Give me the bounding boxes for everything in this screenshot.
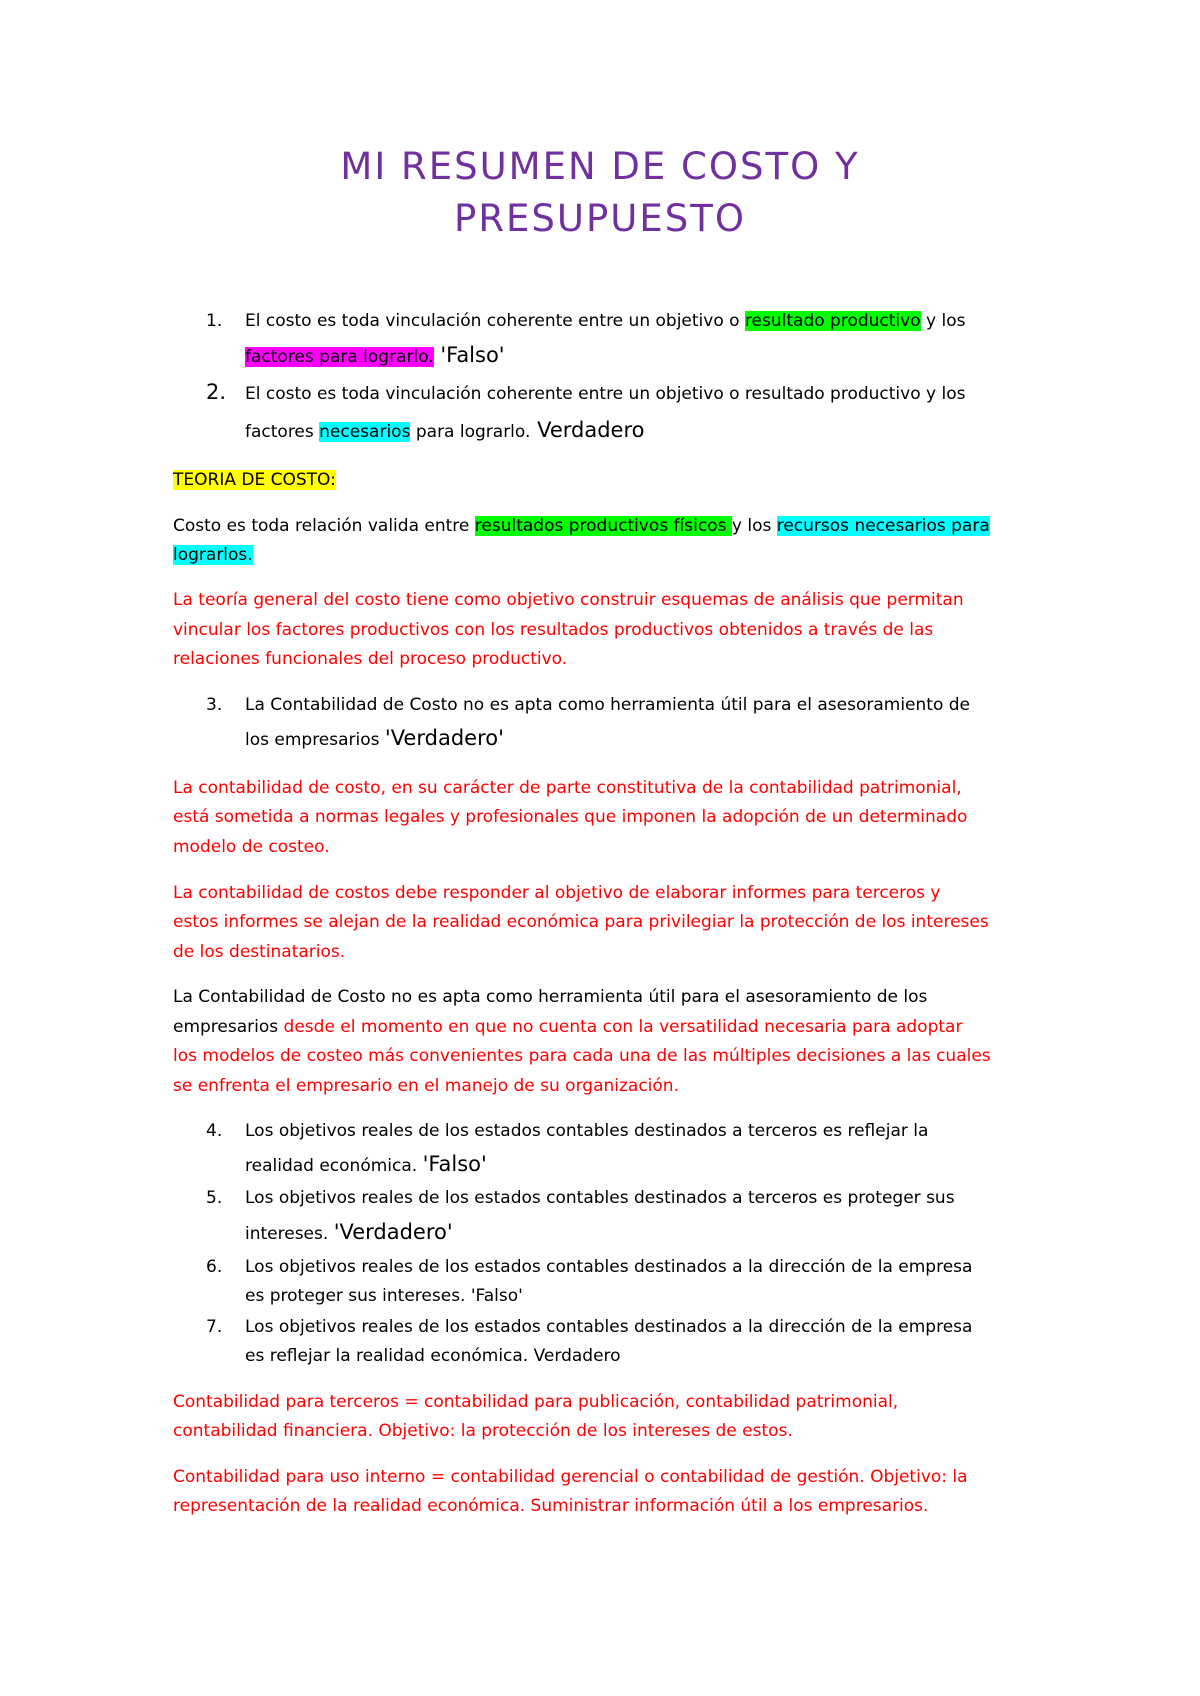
teoria-line2: lograrlos. — [173, 545, 253, 565]
q5-answer: 'Verdadero' — [333, 1220, 453, 1244]
para5-line: contabilidad financiera. Objetivo: la protección de los intereses de estos. — [173, 1421, 793, 1441]
q4-line1: Los objetivos reales de los estados contables destinados a terceros es reflejar la — [245, 1121, 929, 1141]
para6-line: Contabilidad para uso interno = contabilidad gerencial o contabilidad de gestión. Objetivo: la — [173, 1467, 968, 1487]
document-title-line2: PRESUPUESTO — [454, 197, 746, 240]
q1-highlight-magenta: factores para lograrlo. — [245, 347, 434, 367]
q6-line1: Los objetivos reales de los estados contables destinados a la dirección de la empresa — [245, 1257, 973, 1277]
q7-number: 7. — [206, 1317, 223, 1337]
para2-line: La contabilidad de costo, en su carácter de parte constitutiva de la contabilidad patrimonial, — [173, 778, 962, 798]
document-title-line1: MI RESUMEN DE COSTO Y — [340, 145, 860, 188]
para1-line: La teoría general del costo tiene como objetivo construir esquemas de análisis que permitan — [173, 590, 964, 610]
para1-line: vincular los factores productivos con los resultados productivos obtenidos a través de las — [173, 620, 934, 640]
q1-highlight-green: resultado productivo — [744, 311, 921, 331]
q2-text-post: para lograrlo. — [410, 422, 531, 442]
q7-line1: Los objetivos reales de los estados contables destinados a la dirección de la empresa — [245, 1317, 973, 1337]
q6-number: 6. — [206, 1257, 223, 1277]
para4-line1: La Contabilidad de Costo no es apta como herramienta útil para el asesoramiento de los — [173, 987, 928, 1007]
q7-line2: es reflejar la realidad económica. Verdadero — [245, 1346, 621, 1366]
para2-line: modelo de costeo. — [173, 837, 330, 857]
q3-line2: los empresarios 'Verdadero' — [245, 726, 504, 750]
para3-line: estos informes se alejan de la realidad económica para privilegiar la protección de los intereses — [173, 912, 989, 932]
q5-number: 5. — [206, 1188, 223, 1208]
q2-line2 — [245, 418, 645, 444]
q3-line1: La Contabilidad de Costo no es apta como herramienta útil para el asesoramiento de — [245, 695, 971, 715]
para4-line2: empresarios desde el momento en que no cuenta con la versatilidad necesaria para adoptar — [173, 1017, 963, 1037]
para3-line: de los destinatarios. — [173, 942, 346, 962]
para2-line: está sometida a normas legales y profesionales que imponen la adopción de un determinado — [173, 807, 968, 827]
q1-answer: 'Falso' — [433, 343, 505, 367]
q2-answer: Verdadero — [530, 418, 645, 442]
teoria-highlight-green: resultados productivos físicos — [474, 516, 732, 536]
q4-number: 4. — [206, 1121, 223, 1141]
teoria-heading: TEORIA DE COSTO: — [173, 470, 336, 490]
q2-highlight-cyan: necesarios — [319, 422, 411, 442]
para3-line: La contabilidad de costos debe responder al objetivo de elaborar informes para terceros y — [173, 883, 941, 903]
q4-line2: realidad económica. 'Falso' — [245, 1152, 487, 1176]
q6-line2: es proteger sus intereses. 'Falso' — [245, 1286, 523, 1306]
q4-answer: 'Falso' — [422, 1152, 487, 1176]
q1-line1 — [245, 309, 965, 333]
para4-line3: los modelos de costeo más convenientes para cada una de las múltiples decisiones a las cuales — [173, 1046, 991, 1066]
q5-line1: Los objetivos reales de los estados contables destinados a terceros es proteger sus — [245, 1188, 955, 1208]
q2-line1: El costo es toda vinculación coherente entre un objetivo o resultado productivo y los — [245, 384, 966, 404]
q1-line2 — [245, 343, 505, 369]
q2-text: factores — [245, 422, 320, 442]
teoria-highlight-cyan: recursos necesarios para — [776, 516, 990, 536]
q5-line2: intereses. 'Verdadero' — [245, 1220, 453, 1244]
para5-line: Contabilidad para terceros = contabilidad para publicación, contabilidad patrimonial, — [173, 1392, 899, 1412]
q1-text-mid: y los — [920, 311, 966, 331]
q1-text: El costo es toda vinculación coherente entre un objetivo o — [245, 311, 745, 331]
para4-line4: se enfrenta el empresario en el manejo de su organización. — [173, 1076, 679, 1096]
q2-number: 2. — [206, 380, 227, 404]
para1-line: relaciones funcionales del proceso productivo. — [173, 649, 568, 669]
para6-line: representación de la realidad económica. Suministrar información útil a los empresarios. — [173, 1496, 929, 1516]
q1-number: 1. — [206, 311, 223, 331]
teoria-line1: Costo es toda relación valida entre resultados productivos físicos y los recursos necesarios para — [173, 516, 990, 536]
q3-number: 3. — [206, 695, 223, 715]
q3-answer: 'Verdadero' — [384, 726, 504, 750]
